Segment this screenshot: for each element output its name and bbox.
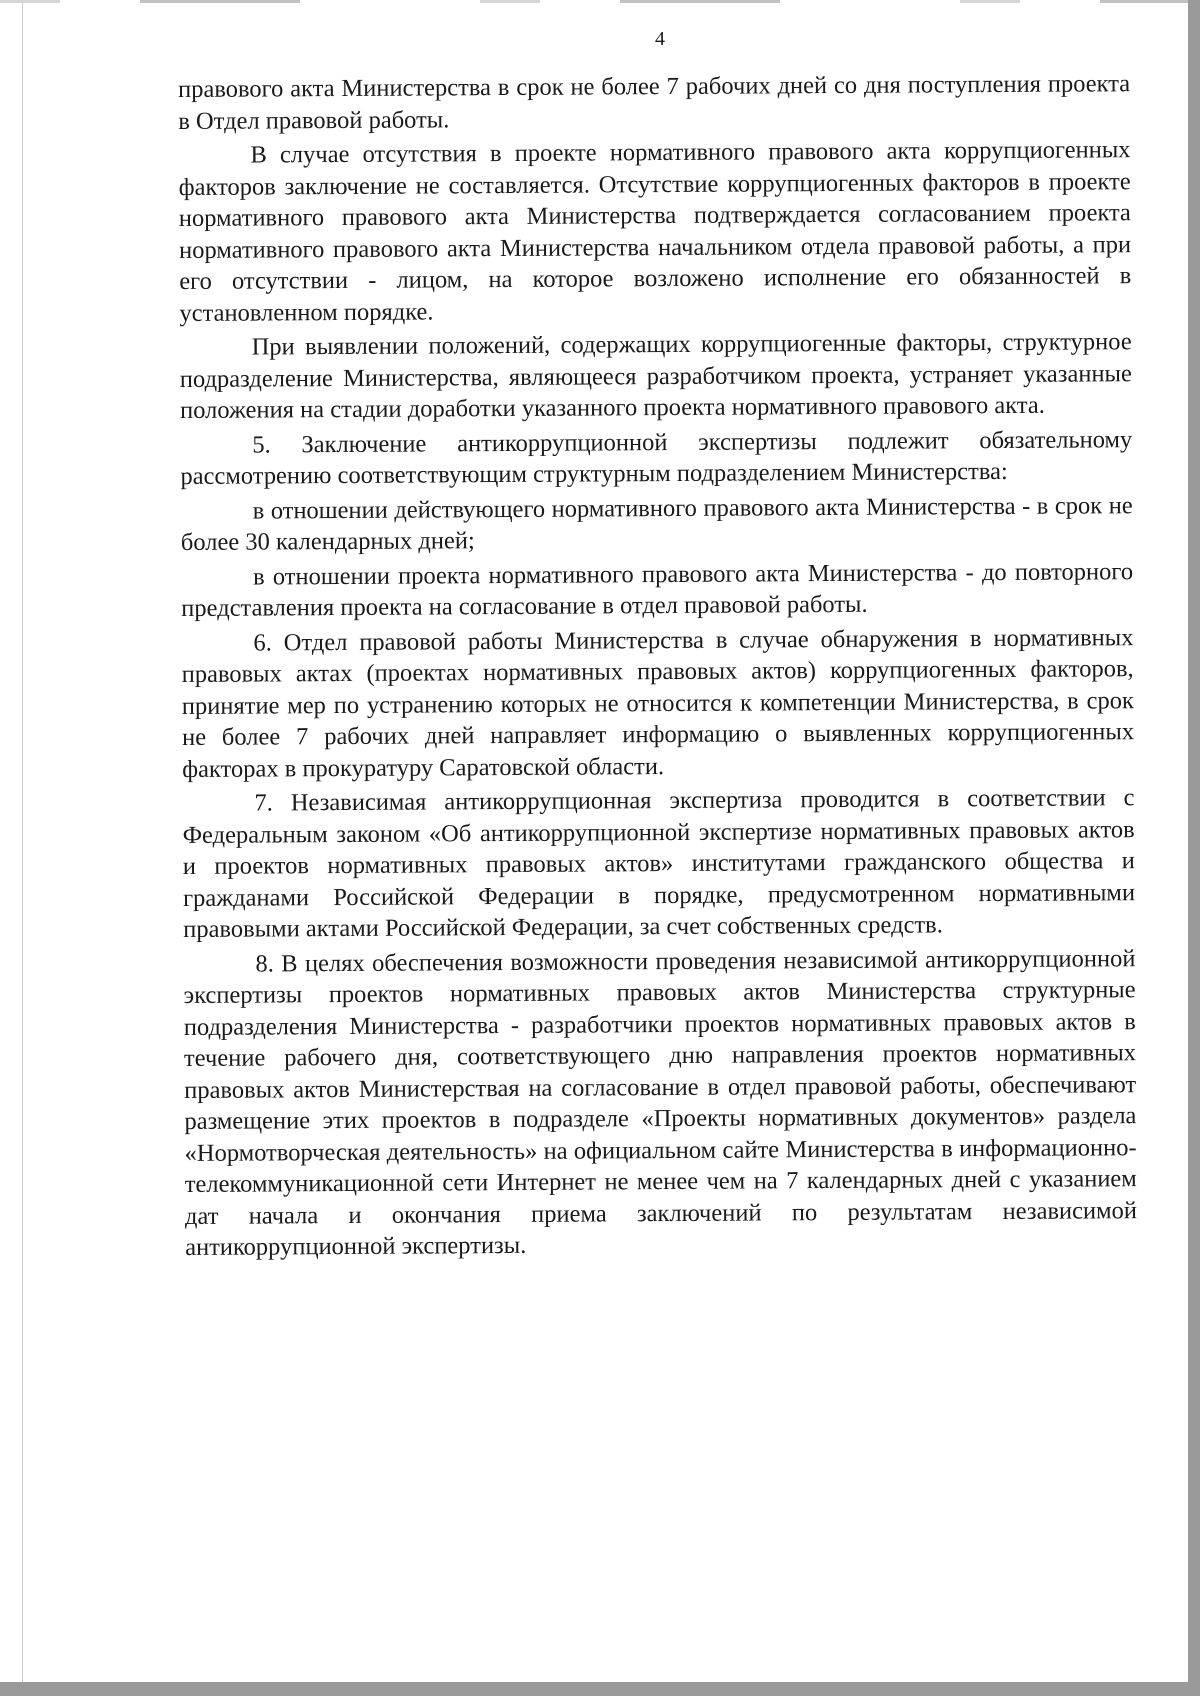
paragraph-factors-found: При выявлении положений, содержащих коррупциогенные факторы, структурное подразделение Министерства, являющееся разработчиком проекта, устраняет указанные положения на стадии доработки указанного проекта нормативного правового акта. [179,328,1132,424]
paragraph-no-factors: В случае отсутствия в проекте нормативного правового акта коррупциогенных факторов заключение не составляется. Отсутствие коррупциогенных факторов в проекте нормативного правового акта Министерства подтверждается согласованием проекта нормативного правового акта Министерства начальником отдела правовой работы, а при его отсутствии - лицом, на которое возложено исполнение его обязанностей в установленном порядке. [178,136,1132,327]
paragraph-item-8: 8. В целях обеспечения возможности проведения независимой антикоррупционной экспертизы проектов нормативных правовых актов Министерства структурные подразделения Министерства - разработчики проектов нормативных правовых актов в течение рабочего дня, соответствующего дню направления проектов нормативных правовых актов Министерствая на согласование в отдел правовой работы, обеспечивают размещение этих проектов в подразделе «Проекты нормативных документов» раздела «Нормотворческая деятельность» на официальном сайте Министерства в информационно-телекоммуникационной сети Интернет не менее чем на 7 календарных дней с указанием дат начала и окончания приема заключений по результатам независимой антикоррупционной экспертизы. [183,944,1138,1261]
scan-right-border [1188,0,1200,1696]
paragraph-item-5: 5. Заключение антикоррупционной экспертизы подлежит обязательному рассмотрению соответствующим структурным подразделением Министерства: [180,425,1133,490]
paragraph-continuation: правового акта Министерства в срок не более 7 рабочих дней со дня поступления проекта в Отдел правовой работы. [178,70,1131,135]
paragraph-item-5-draft-act: в отношении проекта нормативного правового акта Министерства - до повторного представления проекта на согласование в отдел правовой работы. [181,557,1134,622]
paragraph-item-6: 6. Отдел правовой работы Министерства в случае обнаружения в нормативных правовых актах (проектах нормативных правовых актов) коррупциогенных факторов, принятие мер по устранению которых не относится к компетенции Министерства, в срок не более 7 рабочих дней направляет информацию о выявленных коррупциогенных факторах в прокуратуру Саратовской области. [181,623,1135,783]
page-number [0,28,1200,51]
document-body [178,68,1137,1266]
scan-bottom-border [0,1682,1200,1696]
page-number-text: 4 [655,28,665,50]
paragraph-item-7: 7. Независимая антикоррупционная экспертиза проводится в соответствии с Федеральным законом «Об антикоррупционной экспертизе нормативных правовых актов и проектов нормативных правовых актов» институтами гражданского общества и гражданами Российской Федерации в порядке, предусмотренном нормативными правовыми актами Российской Федерации, за счет собственных средств. [182,784,1136,943]
scan-left-edge [22,0,23,1682]
paragraph-item-5-existing-act: в отношении действующего нормативного правового акта Министерства - в срок не более 30 календарных дней; [180,491,1133,556]
scan-top-edge [0,0,1188,3]
